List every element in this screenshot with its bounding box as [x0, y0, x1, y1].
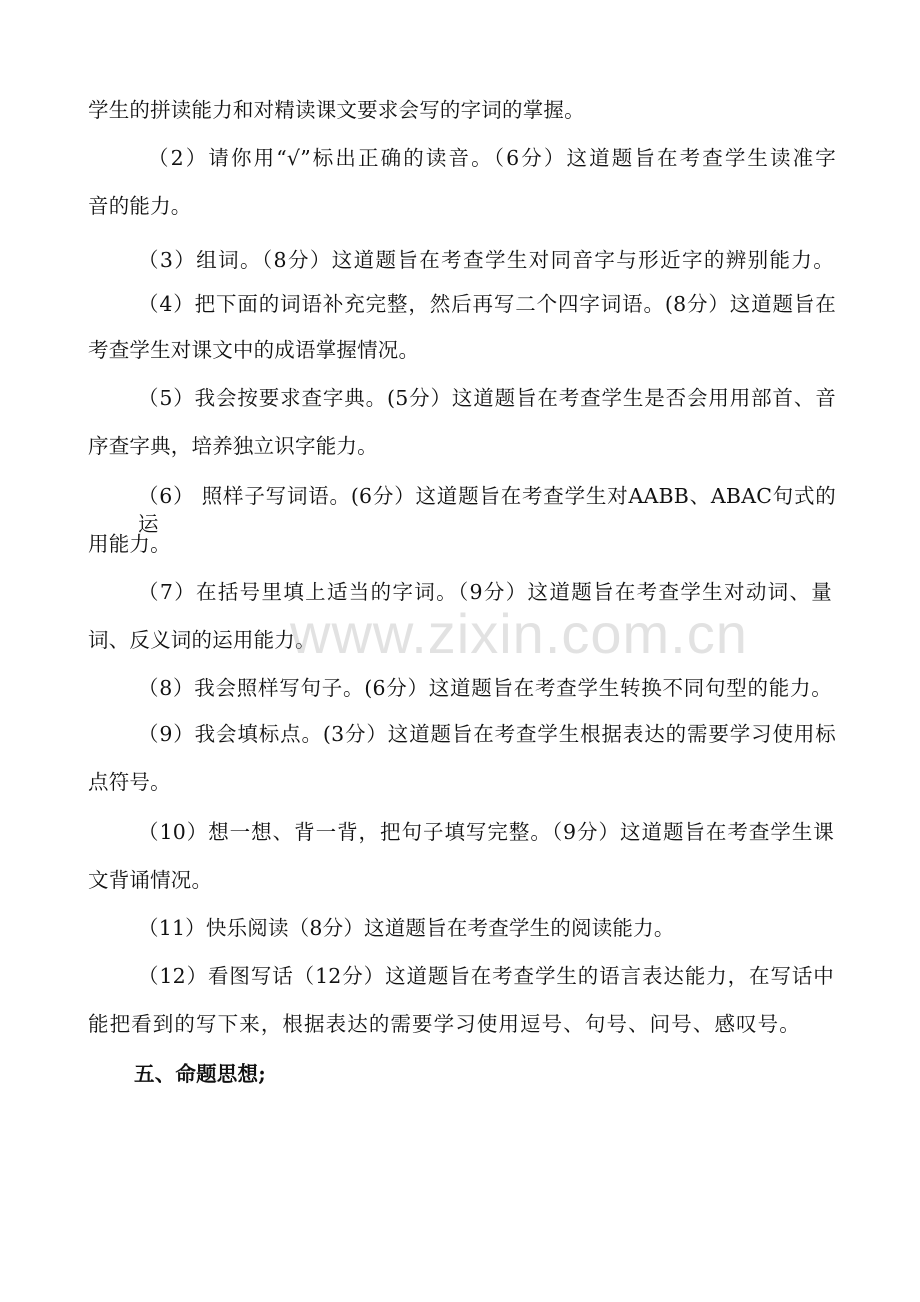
paragraph-line: 用能力。: [88, 532, 171, 556]
section-heading: 五、命题思想;: [134, 1062, 266, 1086]
paragraph-line: （10）想一想、背一背，把句子填写完整。（9分）这道题旨在考查学生课: [138, 820, 834, 844]
watermark: www.zixin.com.cn: [290, 602, 748, 665]
paragraph-line: （4）把下面的词语补充完整，然后再写二个四字词语。(8分）这道题旨在: [138, 292, 836, 316]
paragraph-line: （8）我会照样写句子。(6分）这道题旨在考查学生转换不同句型的能力。: [138, 676, 832, 700]
paragraph-line: （9）我会填标点。(3分）这道题旨在考查学生根据表达的需要学习使用标: [138, 722, 836, 746]
paragraph-line: 学生的拼读能力和对精读课文要求会写的字词的掌握。: [88, 98, 585, 122]
paragraph-line: （7）在括号里填上适当的字词。（9分）这道题旨在考查学生对动词、量: [138, 580, 832, 604]
paragraph-line: （12）看图写话（12分）这道题旨在考查学生的语言表达能力，在写话中: [138, 964, 834, 988]
paragraph-line: 考查学生对课文中的成语掌握情况。: [88, 338, 420, 362]
paragraph-line: （3）组词。（8分）这道题旨在考查学生对同音字与形近字的辨别能力。: [138, 248, 834, 272]
paragraph-line: 能把看到的写下来，根据表达的需要学习使用逗号、句号、问号、感叹号。: [88, 1012, 800, 1036]
paragraph-line: （6） 照样子写词语。(6分）这道题旨在考查学生对AABB、ABAC句式的运: [138, 484, 836, 536]
paragraph-line: 点符号。: [88, 770, 171, 794]
paragraph-line: 序查字典，培养独立识字能力。: [88, 434, 378, 458]
paragraph-line: （2）请你用“√”标出正确的读音。（6分）这道题旨在考查学生读准字: [148, 146, 836, 170]
paragraph-line: 文背诵情况。: [88, 868, 213, 892]
paragraph-line: 词、反义词的运用能力。: [88, 628, 316, 652]
paragraph-line: 音的能力。: [88, 194, 192, 218]
paragraph-line: （11）快乐阅读（8分）这道题旨在考查学生的阅读能力。: [138, 916, 675, 940]
paragraph-line: （5）我会按要求查字典。(5分）这道题旨在考查学生是否会用用部首、音: [138, 386, 836, 410]
